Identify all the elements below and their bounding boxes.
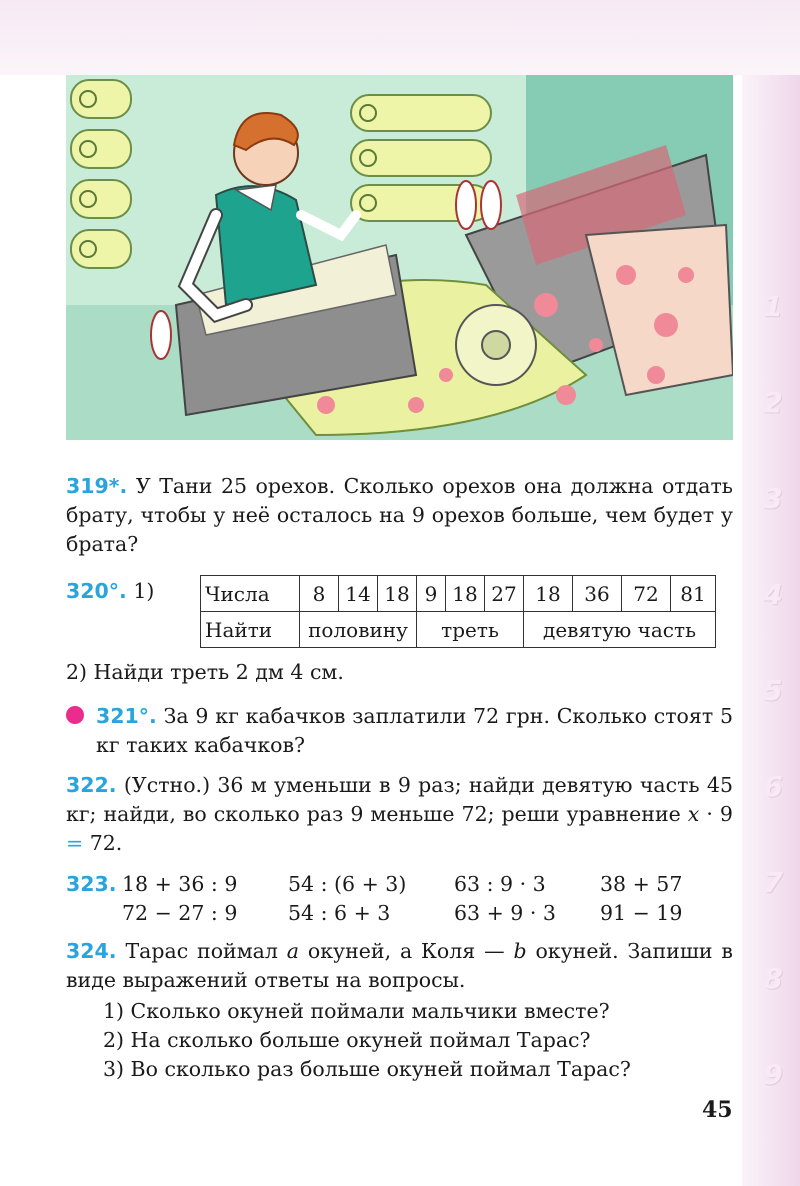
weaver-illustration bbox=[66, 75, 733, 440]
side-number-1: 1 bbox=[763, 290, 783, 323]
table-cell-label: Найти bbox=[201, 612, 300, 648]
task-number: 323. bbox=[66, 872, 117, 896]
weaver-illustration-svg bbox=[66, 75, 733, 440]
expression: 63 + 9 · 3 bbox=[454, 901, 556, 925]
equation-sign: = bbox=[66, 831, 84, 855]
variable-a: a bbox=[286, 939, 300, 963]
side-number-6: 6 bbox=[763, 770, 783, 803]
table-cell: 36 bbox=[573, 576, 622, 612]
question-item: 2) На сколько больше окуней поймал Тарас? bbox=[103, 1028, 591, 1052]
task-321 bbox=[96, 702, 733, 760]
equation-middle: · 9 bbox=[706, 802, 733, 826]
table-cell-group: половину bbox=[300, 612, 417, 648]
task-number: 324. bbox=[66, 939, 117, 963]
expression-row-1 bbox=[66, 870, 733, 899]
side-number-3: 3 bbox=[763, 482, 783, 515]
chapter-side-band bbox=[742, 75, 800, 1186]
table-cell: 8 bbox=[300, 576, 339, 612]
spacer bbox=[66, 731, 96, 732]
task-319 bbox=[66, 472, 733, 559]
table-cell-group: треть bbox=[417, 612, 524, 648]
task-320-table bbox=[200, 575, 716, 648]
table-row bbox=[201, 612, 716, 648]
table-cell-label: Числа bbox=[201, 576, 300, 612]
task-320-part-2: 2) Найди треть 2 дм 4 см. bbox=[66, 660, 344, 684]
task-number: 319*. bbox=[66, 474, 128, 498]
side-number-7: 7 bbox=[763, 866, 783, 899]
task-part-label: 1) bbox=[133, 579, 155, 603]
highlight-dot-icon bbox=[66, 706, 84, 724]
question-item: 3) Во сколько раз больше окуней поймал Тарас? bbox=[103, 1057, 631, 1081]
task-text: За 9 кг кабачков заплатили 72 грн. Сколько стоят 5 кг таких кабачков? bbox=[96, 704, 733, 757]
table-row bbox=[201, 576, 716, 612]
table-cell: 18 bbox=[524, 576, 573, 612]
table-cell: 72 bbox=[622, 576, 671, 612]
equation-end: 72. bbox=[89, 831, 123, 855]
task-320-header bbox=[66, 577, 206, 606]
task-text: У Тани 25 орехов. Сколько орехов она должна отдать брату, чтобы у неё осталось на 9 орехов больше, чем будет у брата? bbox=[66, 474, 733, 556]
expression: 72 − 27 : 9 bbox=[122, 901, 238, 925]
task-324 bbox=[66, 937, 733, 995]
table-cell: 18 bbox=[446, 576, 485, 612]
side-number-4: 4 bbox=[763, 578, 783, 611]
side-number-9: 9 bbox=[763, 1058, 783, 1091]
side-number-5: 5 bbox=[763, 674, 783, 707]
task-322 bbox=[66, 771, 733, 858]
page-number: 45 bbox=[702, 1097, 733, 1123]
side-number-8: 8 bbox=[763, 962, 783, 995]
equation-variable: x bbox=[687, 802, 700, 826]
top-band bbox=[0, 0, 800, 75]
table-cell: 14 bbox=[339, 576, 378, 612]
table-cell: 81 bbox=[671, 576, 716, 612]
spacer bbox=[66, 899, 122, 928]
variable-b: b bbox=[513, 939, 527, 963]
task-text-1: Тарас поймал bbox=[125, 939, 278, 963]
expression-row-2 bbox=[66, 899, 733, 928]
table-cell-group: девятую часть bbox=[524, 612, 716, 648]
task-text: (Устно.) 36 м уменьши в 9 раз; найди девятую часть 45 кг; найди, во сколько раз 9 меньше 72; реши уравнение bbox=[66, 773, 733, 826]
table-cell: 18 bbox=[378, 576, 417, 612]
expression: 63 : 9 · 3 bbox=[454, 872, 546, 896]
task-323 bbox=[66, 870, 733, 928]
expression: 54 : (6 + 3) bbox=[288, 872, 407, 896]
task-number: 321°. bbox=[96, 704, 157, 728]
task-number: 320°. bbox=[66, 579, 127, 603]
expression: 91 − 19 bbox=[600, 901, 683, 925]
expression: 18 + 36 : 9 bbox=[122, 872, 238, 896]
task-number: 322. bbox=[66, 773, 117, 797]
table-cell: 27 bbox=[485, 576, 524, 612]
table-cell: 9 bbox=[417, 576, 446, 612]
side-number-2: 2 bbox=[763, 386, 783, 419]
task-text-3: окуней. Запиши в виде выражений ответы на вопросы. bbox=[66, 939, 733, 992]
question-item: 1) Сколько окуней поймали мальчики вместе? bbox=[103, 999, 610, 1023]
expression: 54 : 6 + 3 bbox=[288, 901, 391, 925]
task-324-questions bbox=[103, 997, 733, 1084]
task-text-2: окуней, а Коля — bbox=[307, 939, 505, 963]
expression: 38 + 57 bbox=[600, 872, 683, 896]
